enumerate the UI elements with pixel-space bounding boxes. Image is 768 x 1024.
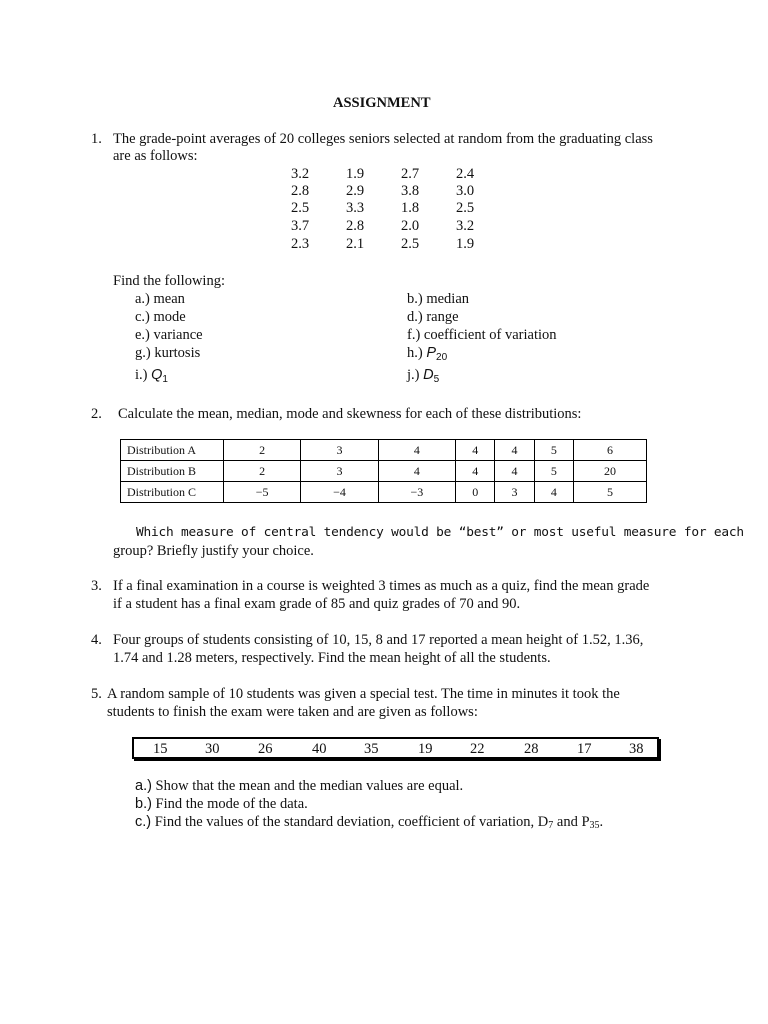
- gpa-value: 2.5: [291, 200, 310, 216]
- part-c-label: c.): [135, 814, 152, 830]
- table-cell: 4: [495, 440, 534, 461]
- gpa-value: 2.3: [291, 236, 310, 252]
- time-value: 15: [153, 741, 168, 757]
- q2-followup-line2: group? Briefly justify your choice.: [113, 543, 314, 559]
- percentile-symbol: P: [426, 345, 437, 361]
- table-cell: 3: [301, 440, 378, 461]
- quartile-symbol: Q: [151, 367, 163, 383]
- q3-text-line2: if a student has a final exam grade of 85 and quiz grades of 70 and 90.: [113, 596, 521, 612]
- table-cell: 5: [534, 461, 573, 482]
- table-cell: 4: [456, 461, 495, 482]
- time-value: 17: [577, 741, 592, 757]
- q1-text-line2: are as follows:: [113, 148, 198, 164]
- q5-part-b: [135, 795, 308, 813]
- q5-number: 5.: [91, 686, 102, 702]
- item-h-percentile: [407, 344, 447, 367]
- gpa-value: 2.9: [346, 183, 365, 199]
- item-e-variance: e.) variance: [135, 327, 203, 343]
- item-i-quartile: [135, 366, 168, 389]
- time-value: 35: [364, 741, 379, 757]
- item-a-mean: a.) mean: [135, 291, 185, 307]
- table-cell: −4: [301, 482, 378, 503]
- time-value: 19: [418, 741, 433, 757]
- time-value: 30: [205, 741, 220, 757]
- q4-text-line1: Four groups of students consisting of 10, 15, 8 and 17 reported a mean height of 1.52, 1.36,: [113, 632, 644, 648]
- distribution-table: [120, 439, 647, 503]
- q1-text-line1: The grade-point averages of 20 colleges seniors selected at random from the graduating class: [113, 131, 653, 147]
- table-cell: 4: [378, 440, 455, 461]
- part-c-and: and P: [553, 814, 590, 830]
- part-b-text: Find the mode of the data.: [155, 796, 308, 812]
- gpa-value: 3.0: [456, 183, 475, 199]
- q3-text-line1: If a final examination in a course is weighted 3 times as much as a quiz, find the mean grade: [113, 578, 650, 594]
- item-j-prefix: j.): [407, 367, 424, 383]
- time-value: 40: [312, 741, 327, 757]
- part-c-text: Find the values of the standard deviation, coefficient of variation, D: [154, 814, 549, 830]
- table-cell: 0: [456, 482, 495, 503]
- table-cell: 3: [495, 482, 534, 503]
- gpa-value: 3.3: [346, 200, 365, 216]
- gpa-value: 2.8: [346, 218, 365, 234]
- item-g-kurtosis: g.) kurtosis: [135, 345, 201, 361]
- part-a-text: Show that the mean and the median values are equal.: [155, 778, 464, 794]
- time-value: 28: [524, 741, 539, 757]
- q5-part-c: [135, 813, 603, 835]
- table-row: [121, 461, 647, 482]
- row-label: Distribution A: [121, 440, 224, 461]
- table-cell: 4: [456, 440, 495, 461]
- table-cell: 2: [224, 440, 301, 461]
- table-row: [121, 440, 647, 461]
- q4-number: 4.: [91, 632, 102, 648]
- percentile-35-subscript: 35: [589, 820, 600, 831]
- gpa-value: 1.9: [456, 236, 475, 252]
- find-following-label: Find the following:: [113, 273, 225, 289]
- item-h-prefix: h.): [407, 345, 427, 361]
- table-cell: −5: [224, 482, 301, 503]
- row-label: Distribution C: [121, 482, 224, 503]
- table-cell: 4: [378, 461, 455, 482]
- percentile-subscript: 20: [436, 352, 448, 363]
- table-cell: 4: [534, 482, 573, 503]
- gpa-value: 2.1: [346, 236, 365, 252]
- item-f-coefficient-of-variation: f.) coefficient of variation: [407, 327, 557, 343]
- part-a-label: a.): [135, 778, 152, 794]
- gpa-value: 2.5: [401, 236, 420, 252]
- part-c-end: .: [599, 814, 604, 830]
- q5-part-a: [135, 777, 463, 795]
- gpa-value: 3.2: [456, 218, 475, 234]
- gpa-value: 2.8: [291, 183, 310, 199]
- q2-number: 2.: [91, 406, 102, 422]
- table-cell: 2: [224, 461, 301, 482]
- table-cell: 6: [573, 440, 646, 461]
- table-cell: 5: [534, 440, 573, 461]
- q2-text: Calculate the mean, median, mode and skewness for each of these distributions:: [118, 406, 582, 422]
- gpa-value: 2.4: [456, 166, 475, 182]
- time-value: 22: [470, 741, 485, 757]
- item-d-range: d.) range: [407, 309, 459, 325]
- item-c-mode: c.) mode: [135, 309, 186, 325]
- gpa-value: 1.9: [346, 166, 365, 182]
- gpa-value: 2.5: [456, 200, 475, 216]
- time-value: 26: [258, 741, 273, 757]
- page-title: ASSIGNMENT: [333, 95, 431, 111]
- table-cell: 4: [495, 461, 534, 482]
- quartile-subscript: 1: [162, 374, 168, 385]
- decile-symbol: D: [423, 367, 434, 383]
- q5-text-line2: students to finish the exam were taken and are given as follows:: [107, 704, 478, 720]
- table-cell: 5: [573, 482, 646, 503]
- q1-number: 1.: [91, 131, 102, 147]
- row-label: Distribution B: [121, 461, 224, 482]
- table-cell: 3: [301, 461, 378, 482]
- part-b-label: b.): [135, 796, 152, 812]
- gpa-value: 3.2: [291, 166, 310, 182]
- q4-text-line2: 1.74 and 1.28 meters, respectively. Find the mean height of all the students.: [113, 650, 551, 666]
- exam-times-box: [132, 737, 659, 759]
- item-i-prefix: i.): [135, 367, 152, 383]
- table-row: [121, 482, 647, 503]
- gpa-value: 2.7: [401, 166, 420, 182]
- item-b-median: b.) median: [407, 291, 470, 307]
- q5-text-line1: A random sample of 10 students was given a special test. The time in minutes it took the: [107, 686, 620, 702]
- gpa-value: 1.8: [401, 200, 420, 216]
- table-cell: 20: [573, 461, 646, 482]
- decile-subscript: 5: [433, 374, 440, 385]
- q2-followup-line1: Which measure of central tendency would be “best” or most useful measure for each: [136, 525, 744, 540]
- gpa-value: 3.7: [291, 218, 310, 234]
- gpa-value: 2.0: [401, 218, 420, 234]
- decile-7-subscript: 7: [548, 820, 554, 831]
- item-j-decile: [407, 366, 439, 389]
- time-value: 38: [629, 741, 644, 757]
- table-cell: −3: [378, 482, 455, 503]
- gpa-value: 3.8: [401, 183, 420, 199]
- q3-number: 3.: [91, 578, 102, 594]
